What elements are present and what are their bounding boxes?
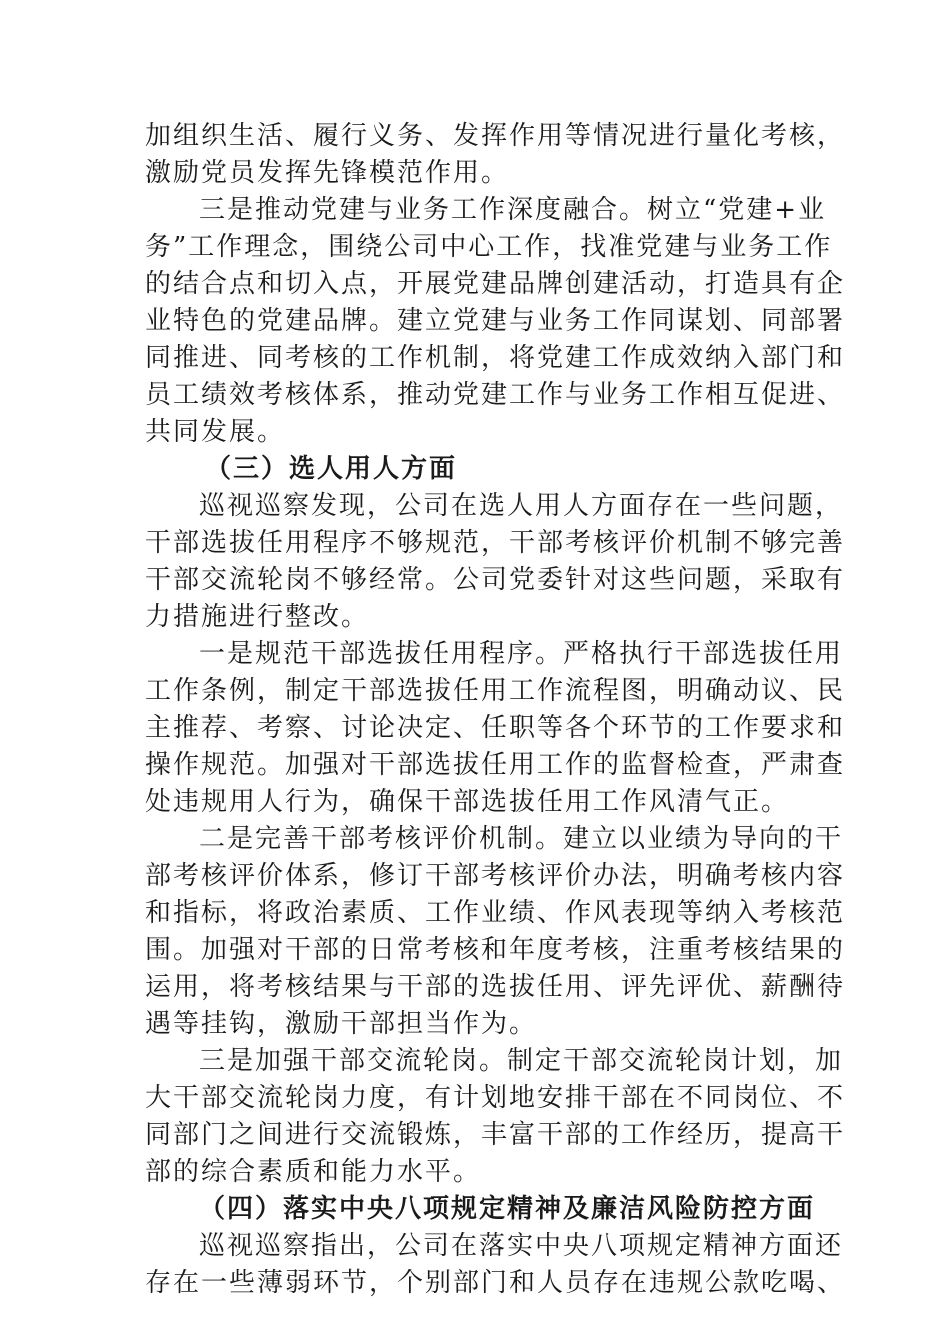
text-line: 围。加强对干部的日常考核和年度考核，注重考核结果的 (145, 935, 846, 965)
text-line: 部考核评价体系，修订干部考核评价办法，明确考核内容 (145, 861, 846, 891)
paragraph-start: 三是推动党建与业务工作深度融合。树立“党建+业 (199, 195, 827, 225)
paragraph-start: 三是加强干部交流轮岗。制定干部交流轮岗计划，加 (199, 1046, 844, 1076)
paragraph-start: 巡视巡察发现，公司在选人用人方面存在一些问题， (199, 491, 844, 521)
section-heading: （四）落实中央八项规定精神及廉洁风险防控方面 (199, 1194, 816, 1224)
text-line: 激励党员发挥先锋模范作用。 (145, 158, 510, 188)
paragraph-start: 一是规范干部选拔任用程序。严格执行干部选拔任用 (199, 639, 844, 669)
text-line: 的结合点和切入点，开展党建品牌创建活动，打造具有企 (145, 269, 846, 299)
text-line: 操作规范。加强对干部选拔任用工作的监督检查，严肃查 (145, 750, 846, 780)
text-line: 运用，将考核结果与干部的选拔任用、评先评优、薪酬待 (145, 972, 846, 1002)
text-line: 存在一些薄弱环节，个别部门和人员存在违规公款吃喝、 (145, 1268, 846, 1298)
text-line: 工作条例，制定干部选拔任用工作流程图，明确动议、民 (145, 676, 846, 706)
text-line: 干部交流轮岗不够经常。公司党委针对这些问题，采取有 (145, 565, 846, 595)
text-line: 同部门之间进行交流锻炼，丰富干部的工作经历，提高干 (145, 1120, 846, 1150)
text-line: 业特色的党建品牌。建立党建与业务工作同谋划、同部署 (145, 306, 846, 336)
paragraph-start: 二是完善干部考核评价机制。建立以业绩为导向的干 (199, 824, 844, 854)
text-line: 力措施进行整改。 (145, 602, 370, 632)
text-line: 主推荐、考察、讨论决定、任职等各个环节的工作要求和 (145, 713, 846, 743)
section-heading: （三）选人用人方面 (205, 454, 458, 484)
text-line: 大干部交流轮岗力度，有计划地安排干部在不同岗位、不 (145, 1083, 846, 1113)
text-line: 干部选拔任用程序不够规范，干部考核评价机制不够完善 (145, 528, 846, 558)
text-line: 处违规用人行为，确保干部选拔任用工作风清气正。 (145, 787, 790, 817)
text-line: 员工绩效考核体系，推动党建工作与业务工作相互促进、 (145, 380, 846, 410)
text-line: 和指标，将政治素质、工作业绩、作风表现等纳入考核范 (145, 898, 846, 928)
text-line: 遇等挂钩，激励干部担当作为。 (145, 1009, 538, 1039)
document-body (145, 118, 846, 1302)
text-line: 同推进、同考核的工作机制，将党建工作成效纳入部门和 (145, 343, 846, 373)
text-line: 加组织生活、履行义务、发挥作用等情况进行量化考核， (145, 121, 846, 151)
text-line: 部的综合素质和能力水平。 (145, 1157, 482, 1187)
paragraph-start: 巡视巡察指出，公司在落实中央八项规定精神方面还 (199, 1231, 844, 1261)
text-line: 共同发展。 (145, 417, 286, 447)
text-line: 务”工作理念，围绕公司中心工作，找准党建与业务工作 (145, 232, 833, 262)
